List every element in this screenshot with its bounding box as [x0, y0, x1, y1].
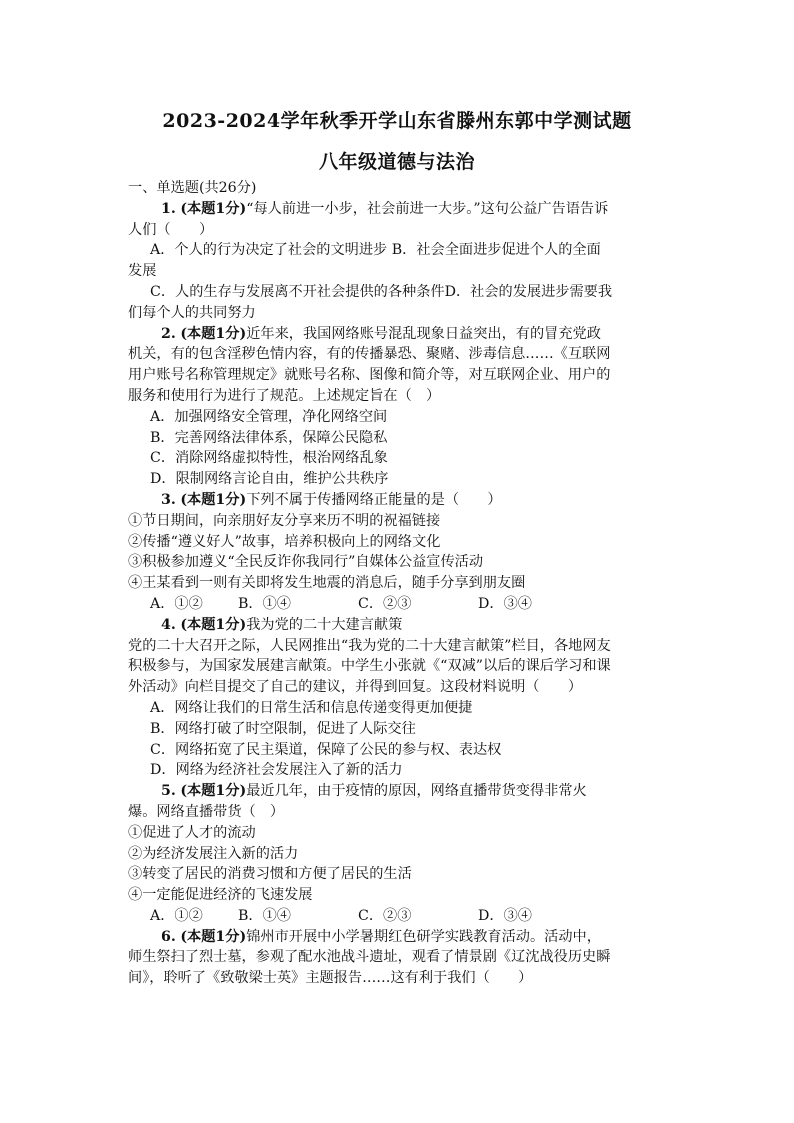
question-score-tag: (本题1分)	[180, 325, 247, 342]
question-2-option-c: C．消除网络虚拟特性，根治网络乱象	[150, 450, 388, 467]
question-5-choices	[128, 906, 668, 927]
exam-subject: 八年级道德与法治	[318, 151, 475, 173]
question-text: 最近几年，由于疫情的原因，网络直播带货变得非常火	[246, 783, 587, 800]
question-1-stem-line: 人们（ ）	[128, 221, 214, 238]
question-text: 近年来，我国网络账号混乱现象日益突出，有的冒充党政	[246, 325, 601, 342]
question-1-option-line: 发展	[128, 263, 157, 280]
question-2-stem-line: 服务和使用行为进行了规范。上述规定旨在（ ）	[128, 387, 441, 404]
question-score-tag: (本题1分)	[180, 783, 247, 800]
question-text: “每人前进一小步，社会前进一大步。”这句公益广告语告诉	[246, 200, 609, 217]
question-1-option-line: C．人的生存与发展离不开社会提供的各种条件D．社会的发展进步需要我	[150, 283, 613, 300]
question-number: 6.	[161, 928, 176, 945]
question-score-tag: (本题1分)	[180, 491, 247, 508]
question-text: 下列不属于传播网络正能量的是（ ）	[246, 491, 502, 508]
question-5-stem-line: 爆。网络直播带货（ ）	[128, 803, 285, 820]
choice-c: C．②③	[358, 595, 412, 612]
question-4-option-a: A．网络让我们的日常生活和信息传递变得更加便捷	[150, 699, 473, 716]
question-number: 3.	[161, 491, 176, 508]
question-text: 我为党的二十大建言献策	[246, 616, 403, 633]
exam-content	[128, 178, 668, 989]
question-score-tag: (本题1分)	[180, 616, 247, 633]
question-score-tag: (本题1分)	[180, 200, 247, 217]
choice-a: A．①②	[150, 595, 203, 612]
section-heading: 一、单选题(共26分)	[128, 180, 257, 196]
question-4-option-d: D．网络为经济社会发展注入了新的活力	[150, 762, 403, 779]
question-6-stem-line: 间》，聆听了《致敬梁士英》主题报告……这有利于我们（ ）	[128, 970, 533, 987]
question-4-option-b: B．网络打破了时空限制，促进了人际交往	[150, 720, 416, 737]
question-5-statement: ④一定能促进经济的飞速发展	[128, 887, 313, 904]
question-1-option-line: A．个人的行为决定了社会的文明进步 B．社会全面进步促进个人的全面	[150, 242, 601, 259]
question-5-statement: ②为经济发展注入新的活力	[128, 845, 299, 862]
choice-c: C．②③	[358, 907, 412, 924]
question-2-option-d: D．限制网络言论自由，维护公共秩序	[150, 471, 389, 488]
question-1-option-line: 们每个人的共同努力	[128, 304, 256, 321]
question-3-statement: ①节日期间，向亲朋好友分享来历不明的祝福链接	[128, 512, 441, 529]
question-4-stem-line: 党的二十大召开之际，人民网推出“我为党的二十大建言献策”栏目，各地网友	[128, 637, 611, 654]
choice-d: D．③④	[478, 907, 532, 924]
question-number: 4.	[161, 616, 176, 633]
question-5-statement: ③转变了居民的消费习惯和方便了居民的生活	[128, 866, 412, 883]
question-1-stem-line	[128, 199, 668, 220]
question-number: 1.	[161, 200, 176, 217]
question-3-choices	[128, 594, 668, 615]
question-number: 5.	[161, 783, 176, 800]
question-4-stem-line	[128, 615, 668, 636]
question-4-option-c: C．网络拓宽了民主渠道，保障了公民的参与权、表达权	[150, 741, 502, 758]
question-2-stem-line: 用户账号名称管理规定》就账号名称、图像和简介等，对互联网企业、用户的	[128, 367, 611, 384]
exam-title: 2023-2024学年秋季开学山东省滕州东郭中学测试题	[162, 110, 632, 132]
question-5-stem-line	[128, 781, 668, 802]
question-2-stem-line: 机关，有的包含淫秽色情内容，有的传播暴恐、聚赌、涉毒信息……《互联网	[128, 346, 611, 363]
question-4-stem-line: 外活动》向栏目提交了自己的建议，并得到回复。这段材料说明（ ）	[128, 679, 583, 696]
question-3-statement: ③积极参加遵义“全民反诈你我同行”自媒体公益宣传活动	[128, 554, 484, 571]
question-text: 锦州市开展中小学暑期红色研学实践教育活动。活动中，	[246, 928, 601, 945]
question-3-statement: ②传播“遵义好人”故事，培养积极向上的网络文化	[128, 533, 441, 550]
question-2-option-a: A．加强网络安全管理，净化网络空间	[150, 408, 388, 425]
question-3-stem-line	[128, 490, 668, 511]
choice-b: B．①④	[238, 907, 291, 924]
question-3-statement: ④王某看到一则有关即将发生地震的消息后，随手分享到朋友圈	[128, 575, 526, 592]
choice-a: A．①②	[150, 907, 203, 924]
question-5-statement: ①促进了人才的流动	[128, 824, 256, 841]
choice-d: D．③④	[478, 595, 532, 612]
question-6-stem-line	[128, 927, 668, 948]
question-score-tag: (本题1分)	[180, 928, 247, 945]
choice-b: B．①④	[238, 595, 291, 612]
question-4-stem-line: 积极参与，为国家发展建言献策。中学生小张就《“双减”以后的课后学习和课	[128, 658, 611, 675]
question-number: 2.	[161, 325, 176, 342]
question-6-stem-line: 师生祭扫了烈士墓，参观了配水池战斗遗址，观看了情景剧《辽沈战役历史瞬	[128, 949, 611, 966]
question-2-stem-line	[128, 324, 668, 345]
question-2-option-b: B．完善网络法律体系，保障公民隐私	[150, 429, 388, 446]
